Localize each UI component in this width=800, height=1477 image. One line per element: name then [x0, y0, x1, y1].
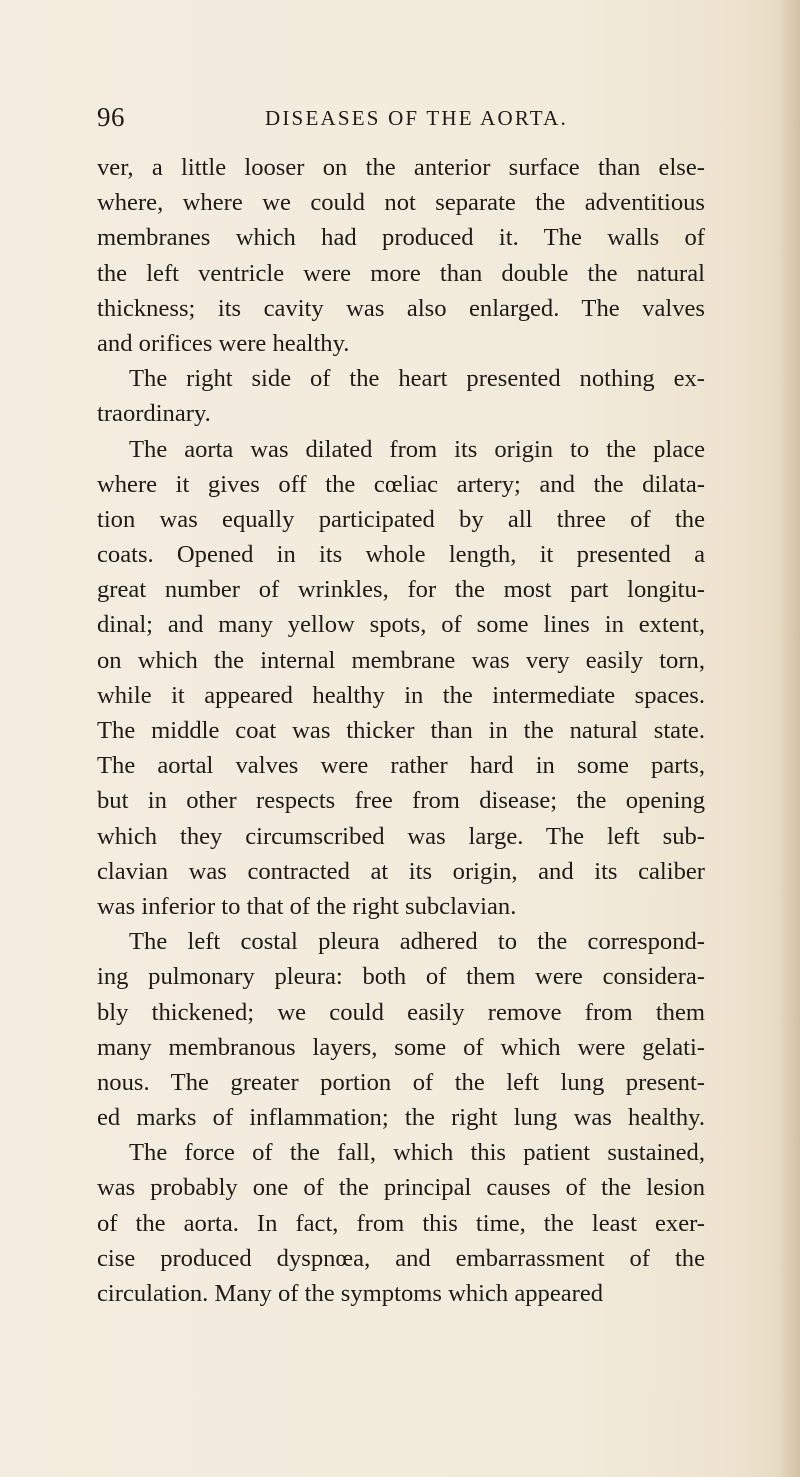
text-line: where it gives off the cœliac artery; and the dilata- — [97, 470, 705, 498]
text-line: was probably one of the principal causes of the lesion — [97, 1174, 705, 1202]
text-line: bly thickened; we could easily remove from them — [97, 998, 705, 1026]
text-line: but in other respects free from disease; the opening — [97, 787, 705, 815]
text-line: where, where we could not separate the adventitious — [97, 189, 705, 217]
page-number: 96 — [97, 102, 125, 132]
text-line: coats. Opened in its whole length, it presented a — [97, 541, 705, 569]
text-line: was inferior to that of the right subclavian. — [97, 892, 517, 920]
text-line: many membranous layers, some of which were gelati- — [97, 1033, 705, 1061]
text-line: the left ventricle were more than double the natural — [97, 259, 705, 287]
text-line: The left costal pleura adhered to the correspond- — [129, 928, 705, 956]
text-line: circulation. Many of the symptoms which appeared — [97, 1280, 604, 1307]
page-edge-shadow — [778, 0, 800, 1477]
text-line: traordinary. — [97, 400, 211, 428]
body-text — [97, 150, 705, 1311]
text-line: great number of wrinkles, for the most part longitu- — [97, 576, 705, 604]
text-line: thickness; its cavity was also enlarged. The valves — [97, 294, 705, 322]
text-line: cise produced dyspnœa, and embarrassment of the — [97, 1244, 705, 1272]
text-line: which they circumscribed was large. The left sub- — [97, 822, 705, 850]
text-line: membranes which had produced it. The walls of — [97, 224, 705, 252]
text-line: The middle coat was thicker than in the natural state. — [97, 717, 705, 744]
text-line: The force of the fall, which this patient sustained, — [129, 1139, 705, 1167]
text-line: ing pulmonary pleura: both of them were considera- — [97, 963, 705, 991]
text-line: while it appeared healthy in the intermediate spaces. — [97, 681, 705, 709]
text-line: The aortal valves were rather hard in some parts, — [97, 752, 705, 780]
text-line: The aorta was dilated from its origin to the place — [129, 435, 705, 463]
text-line: ver, a little looser on the anterior surface than else- — [97, 154, 705, 181]
page-header — [97, 102, 707, 142]
text-line: on which the internal membrane was very easily torn, — [97, 646, 705, 674]
text-line: dinal; and many yellow spots, of some lines in extent, — [97, 611, 705, 639]
running-head: DISEASES OF THE AORTA. — [265, 106, 568, 130]
text-line: ed marks of inflammation; the right lung was healthy. — [97, 1104, 705, 1132]
text-line: nous. The greater portion of the left lung present- — [97, 1068, 705, 1096]
text-line: clavian was contracted at its origin, and its caliber — [97, 857, 705, 885]
text-line: tion was equally participated by all three of the — [97, 505, 705, 533]
text-line: The right side of the heart presented nothing ex- — [129, 365, 705, 393]
text-line: and orifices were healthy. — [97, 329, 350, 357]
text-line: of the aorta. In fact, from this time, the least exer- — [97, 1209, 705, 1237]
